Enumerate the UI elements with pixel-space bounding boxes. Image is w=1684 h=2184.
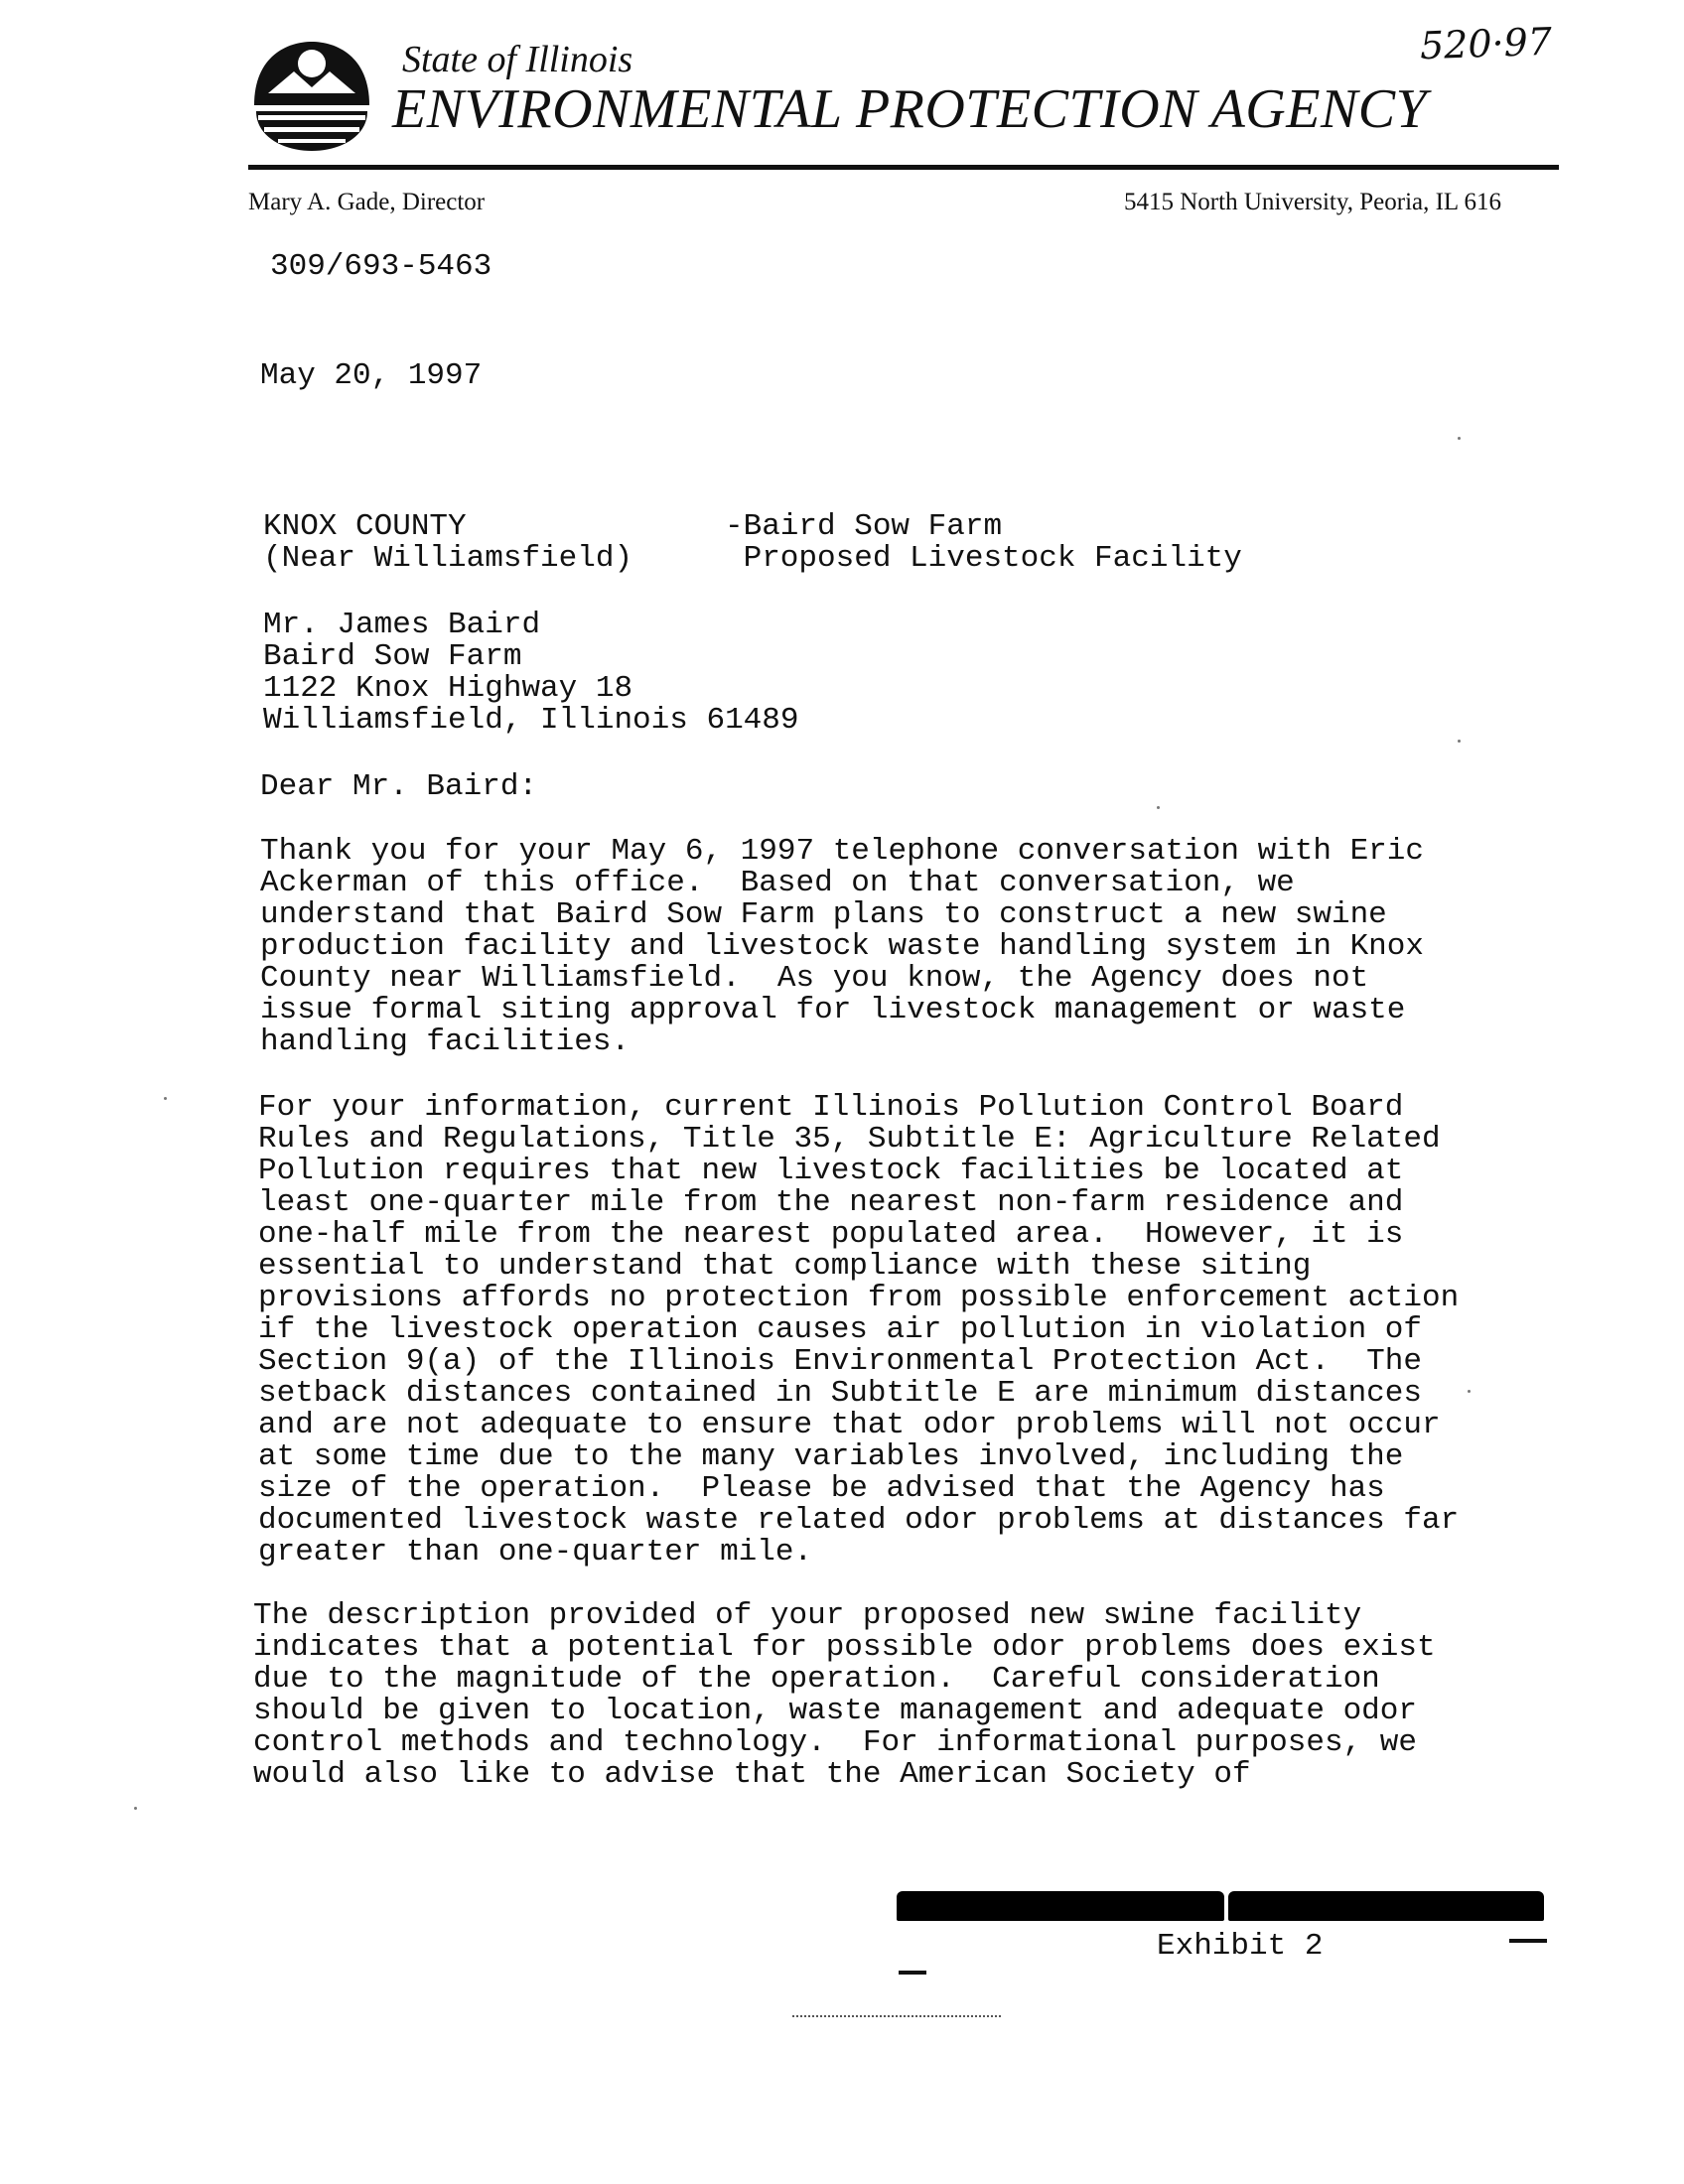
paragraph-3: The description provided of your proposed new swine facility indicates that a potential for possible odor problems does exist due to the magnitude of the operation. Careful consideration should be given to location, waste management and adequate odor control methods and technology. For informational purposes, we would also like to advise that the American Society of — [253, 1598, 1436, 1792]
paragraph-2: For your information, current Illinois Pollution Control Board Rules and Regulations, Title 35, Subtitle E: Agriculture Related Pollution requires that new livestock facilities be located at least one-quarter mile from the nearest non-farm residence and one-half mile from the nearest populated area. However, it is essential to understand that compliance with these siting provisions affords no protection from possible enforcement action if the livestock operation causes air pollution in violation of Section 9(a) of the Illinois Environmental Protection Act. The setback distances contained in Subtitle E are minimum distances and are not adequate to ensure that odor problems will not occur at some time due to the many variables involved, including the size of the operation. Please be advised that the Agency has documented livestock waste related odor problems at distances far greater than one-quarter mile. — [258, 1090, 1460, 1570]
paragraph-1: Thank you for your May 6, 1997 telephone conversation with Eric Ackerman of this office. Based on that conversation, we understand that Baird Sow Farm plans to construct a new swine production facility and livestock waste handling system in Knox County near Williamsfield. As you know, the Agency does not issue formal siting approval for livestock management or waste handling facilities. — [260, 834, 1424, 1059]
scan-speck — [1458, 740, 1461, 743]
redaction-bar-left — [897, 1891, 1224, 1921]
redaction-bar-right — [1228, 1891, 1544, 1921]
footer-tick-right — [1509, 1939, 1547, 1943]
footer-tick-left — [899, 1971, 926, 1975]
scan-speck — [164, 1097, 167, 1100]
header-rule — [248, 165, 1559, 170]
re-farm: -Baird Sow Farm — [725, 509, 1003, 544]
handwritten-note: 520·97 — [1419, 19, 1553, 68]
exhibit-label: Exhibit 2 — [1157, 1929, 1324, 1964]
scan-speck — [1157, 806, 1160, 809]
recipient-city: Williamsfield, Illinois 61489 — [263, 703, 799, 738]
re-location: (Near Williamsfield) — [263, 541, 633, 576]
footer-scan-mark — [792, 2015, 1001, 2019]
phone-number: 309/693-5463 — [270, 249, 492, 284]
recipient-name: Mr. James Baird — [263, 608, 541, 642]
agency-address: 5415 North University, Peoria, IL 616 — [1124, 189, 1502, 215]
recipient-company: Baird Sow Farm — [263, 639, 522, 674]
scan-speck — [1468, 1390, 1471, 1393]
salutation: Dear Mr. Baird: — [260, 769, 538, 804]
scan-speck — [1458, 437, 1461, 440]
re-subject: Proposed Livestock Facility — [725, 541, 1242, 576]
letter-date: May 20, 1997 — [260, 358, 483, 393]
director-name: Mary A. Gade, Director — [248, 189, 486, 215]
scan-speck — [134, 1807, 137, 1810]
state-name: State of Illinois — [402, 39, 633, 80]
re-county: KNOX COUNTY — [263, 509, 467, 544]
recipient-street: 1122 Knox Highway 18 — [263, 671, 633, 706]
agency-seal-logo — [248, 36, 375, 153]
agency-name: ENVIRONMENTAL PROTECTION AGENCY — [392, 78, 1428, 140]
